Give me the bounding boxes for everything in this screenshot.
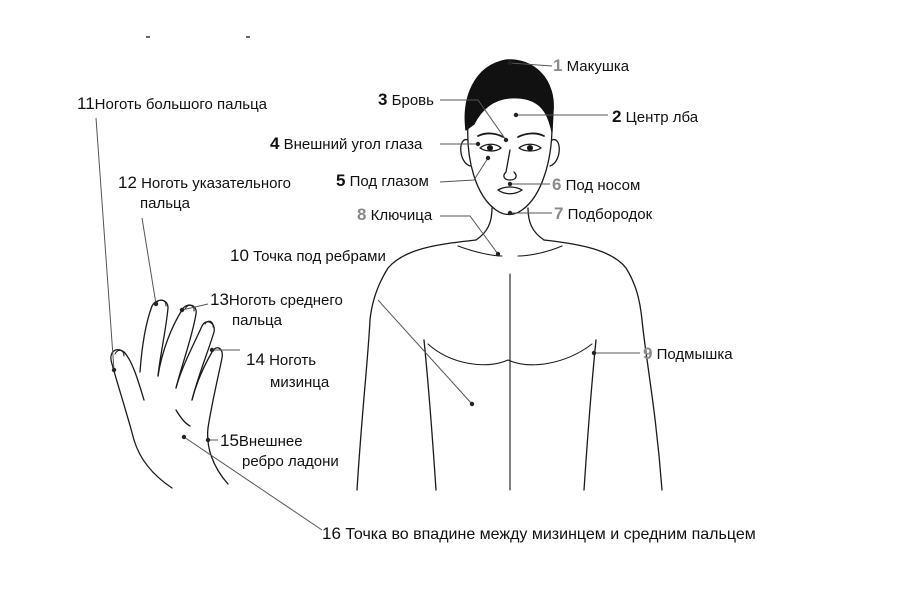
label-11 (77, 95, 267, 114)
label-text: Ноготь большого пальца (94, 96, 268, 113)
label-2 (612, 108, 698, 127)
dot-11 (112, 368, 116, 372)
label-4 (270, 135, 422, 154)
label-text-line2: ребро ладони (242, 453, 339, 470)
dot-7 (508, 211, 512, 215)
dot-3 (504, 138, 508, 142)
leader-lines (96, 63, 640, 530)
label-8 (357, 206, 432, 225)
label-9 (643, 345, 733, 364)
label-number: 5 (336, 171, 346, 190)
label-text: Внешний угол глаза (283, 136, 423, 153)
label-3 (378, 91, 434, 110)
index-finger (140, 300, 168, 376)
dot-1 (508, 61, 512, 65)
label-text-line1: Ноготь среднего (228, 292, 343, 309)
label-text: Под носом (565, 177, 641, 194)
label-number: 1 (553, 56, 563, 75)
label-15 (220, 432, 339, 471)
label-text: Бровь (391, 92, 434, 109)
label-text-line2: мизинца (270, 374, 330, 391)
dot-5 (486, 156, 490, 160)
dot-2 (514, 113, 518, 117)
label-12 (118, 174, 291, 213)
dot-9 (592, 351, 596, 355)
palm-edge (134, 440, 172, 488)
left-shoulder (357, 240, 476, 490)
label-number: 3 (378, 90, 388, 109)
right-eyebrow (518, 133, 544, 137)
label-number: 9 (643, 344, 653, 363)
label-number: 13 (210, 290, 229, 309)
label-16 (322, 525, 756, 544)
middle-finger (158, 305, 196, 388)
dot-8 (496, 252, 500, 256)
label-text: Макушка (566, 58, 630, 75)
label-number: 4 (270, 134, 280, 153)
label-text-line1: Ноготь указательного (141, 175, 291, 192)
label-number: 8 (357, 205, 367, 224)
label-number: 2 (612, 107, 622, 126)
label-number: 16 (322, 524, 341, 543)
label-14 (246, 351, 329, 392)
label-7 (554, 205, 652, 224)
label-number: 12 (118, 173, 137, 192)
label-text-line1: Ноготь (269, 352, 317, 369)
label-number: 15 (220, 431, 239, 450)
dot-14 (210, 348, 214, 352)
label-text: Центр лба (625, 109, 699, 126)
dot-6 (508, 182, 512, 186)
label-13 (210, 291, 343, 330)
label-text-line1: Внешнее (238, 433, 303, 450)
label-10 (230, 247, 386, 266)
label-5 (336, 172, 429, 191)
hair (465, 60, 553, 132)
mouth (498, 187, 522, 194)
label-number: 10 (230, 246, 249, 265)
label-text: Точка во впадине между мизинцем и средним пальцем (345, 526, 756, 543)
label-number: 7 (554, 204, 564, 223)
label-text-line2: пальца (232, 312, 282, 329)
dot-16 (182, 435, 186, 439)
label-text-line2: пальца (140, 195, 190, 212)
dot-13 (180, 308, 184, 312)
dot-4 (476, 142, 480, 146)
label-text: Подбородок (567, 206, 653, 223)
label-number: 11 (77, 94, 95, 113)
label-text: Ключица (370, 207, 433, 224)
right-shoulder (544, 240, 662, 490)
dot-12 (154, 302, 158, 306)
label-text: Под глазом (349, 173, 429, 190)
dot-15 (206, 438, 210, 442)
label-6 (552, 176, 640, 195)
dot-10 (470, 402, 474, 406)
thumb (111, 350, 144, 440)
label-number: 14 (246, 350, 265, 369)
label-text: Подмышка (656, 346, 733, 363)
label-1 (553, 57, 629, 76)
left-eyebrow (478, 133, 503, 137)
nose (504, 150, 516, 180)
label-number: 6 (552, 175, 562, 194)
label-text: Точка под ребрами (253, 248, 386, 265)
